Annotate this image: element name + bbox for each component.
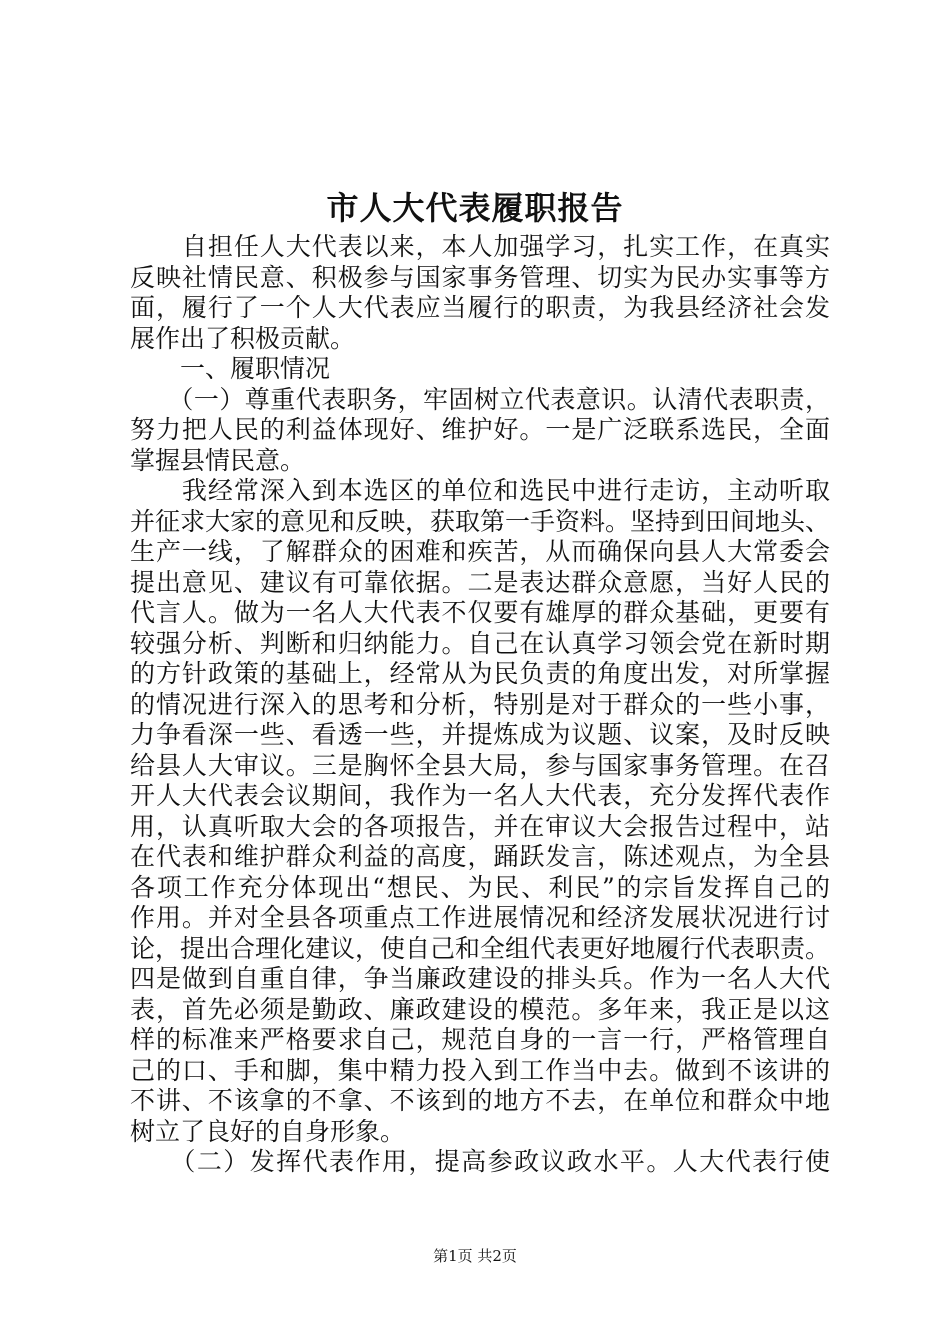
- text-line: 开人大代表会议期间，我作为一名人大代表，充分发挥代表作: [130, 781, 830, 810]
- text-line: 代言人。做为一名人大代表不仅要有雄厚的群众基础，更要有: [130, 598, 830, 627]
- text-line: 己的口、手和脚，集中精力投入到工作当中去。做到不该讲的: [130, 1055, 830, 1085]
- text-line: 各项工作充分体现出“想民、为民、利民”的宗旨发挥自己的: [130, 872, 830, 902]
- text-line: 提出意见、建议有可靠依据。二是表达群众意愿，当好人民的: [130, 567, 830, 597]
- page-footer: 第1页 共2页: [433, 1247, 517, 1265]
- document-body: [130, 232, 830, 1178]
- text-line: 力争看深一些、看透一些，并提炼成为议题、议案，及时反映: [130, 720, 830, 749]
- text-line: 作用。并对全县各项重点工作进展情况和经济发展状况进行讨: [130, 903, 830, 932]
- text-line: 树立了良好的自身形象。: [130, 1116, 406, 1146]
- text-line: 论，提出合理化建议，使自己和全组代表更好地履行代表职责。: [130, 933, 830, 963]
- text-line: 在代表和维护群众利益的高度，踊跃发言，陈述观点，为全县: [130, 842, 830, 871]
- document-title: 市人大代表履职报告: [326, 189, 624, 227]
- text-line: 我经常深入到本选区的单位和选民中进行走访，主动听取: [130, 476, 830, 505]
- text-line: （一）尊重代表职务，牢固树立代表意识。认清代表职责，: [130, 384, 830, 414]
- text-line: 给县人大审议。三是胸怀全县大局，参与国家事务管理。在召: [130, 750, 830, 780]
- text-line: 四是做到自重自律，争当廉政建设的排头兵。作为一名人大代: [130, 964, 830, 993]
- text-line: 努力把人民的利益体现好、维护好。一是广泛联系选民，全面: [130, 415, 830, 444]
- text-line: 不讲、不该拿的不拿、不该到的地方不去，在单位和群众中地: [130, 1086, 830, 1115]
- text-line: 的情况进行深入的思考和分析，特别是对于群众的一些小事，: [130, 689, 830, 719]
- text-line: 反映社情民意、积极参与国家事务管理、切实为民办实事等方: [130, 262, 830, 292]
- text-line: 并征求大家的意见和反映，获取第一手资料。坚持到田间地头、: [130, 506, 830, 536]
- text-line: 掌握县情民意。: [130, 445, 306, 475]
- text-line: 自担任人大代表以来，本人加强学习，扎实工作，在真实: [130, 232, 830, 261]
- text-line: 展作出了积极贡献。: [130, 323, 356, 353]
- text-line: 生产一线，了解群众的困难和疾苦，从而确保向县人大常委会: [130, 537, 830, 566]
- text-line: （二）发挥代表作用，提高参政议政水平。人大代表行使: [130, 1147, 830, 1176]
- text-line: 一、履职情况: [130, 354, 331, 383]
- text-line: 用，认真听取大会的各项报告，并在审议大会报告过程中，站: [130, 811, 830, 841]
- text-line: 较强分析、判断和归纳能力。自己在认真学习领会党在新时期: [130, 628, 830, 658]
- text-line: 表，首先必须是勤政、廉政建设的模范。多年来，我正是以这: [130, 994, 830, 1024]
- text-line: 面，履行了一个人大代表应当履行的职责，为我县经济社会发: [130, 293, 830, 322]
- text-line: 样的标准来严格要求自己，规范自身的一言一行，严格管理自: [130, 1025, 830, 1054]
- text-line: 的方针政策的基础上，经常从为民负责的角度出发，对所掌握: [130, 659, 830, 688]
